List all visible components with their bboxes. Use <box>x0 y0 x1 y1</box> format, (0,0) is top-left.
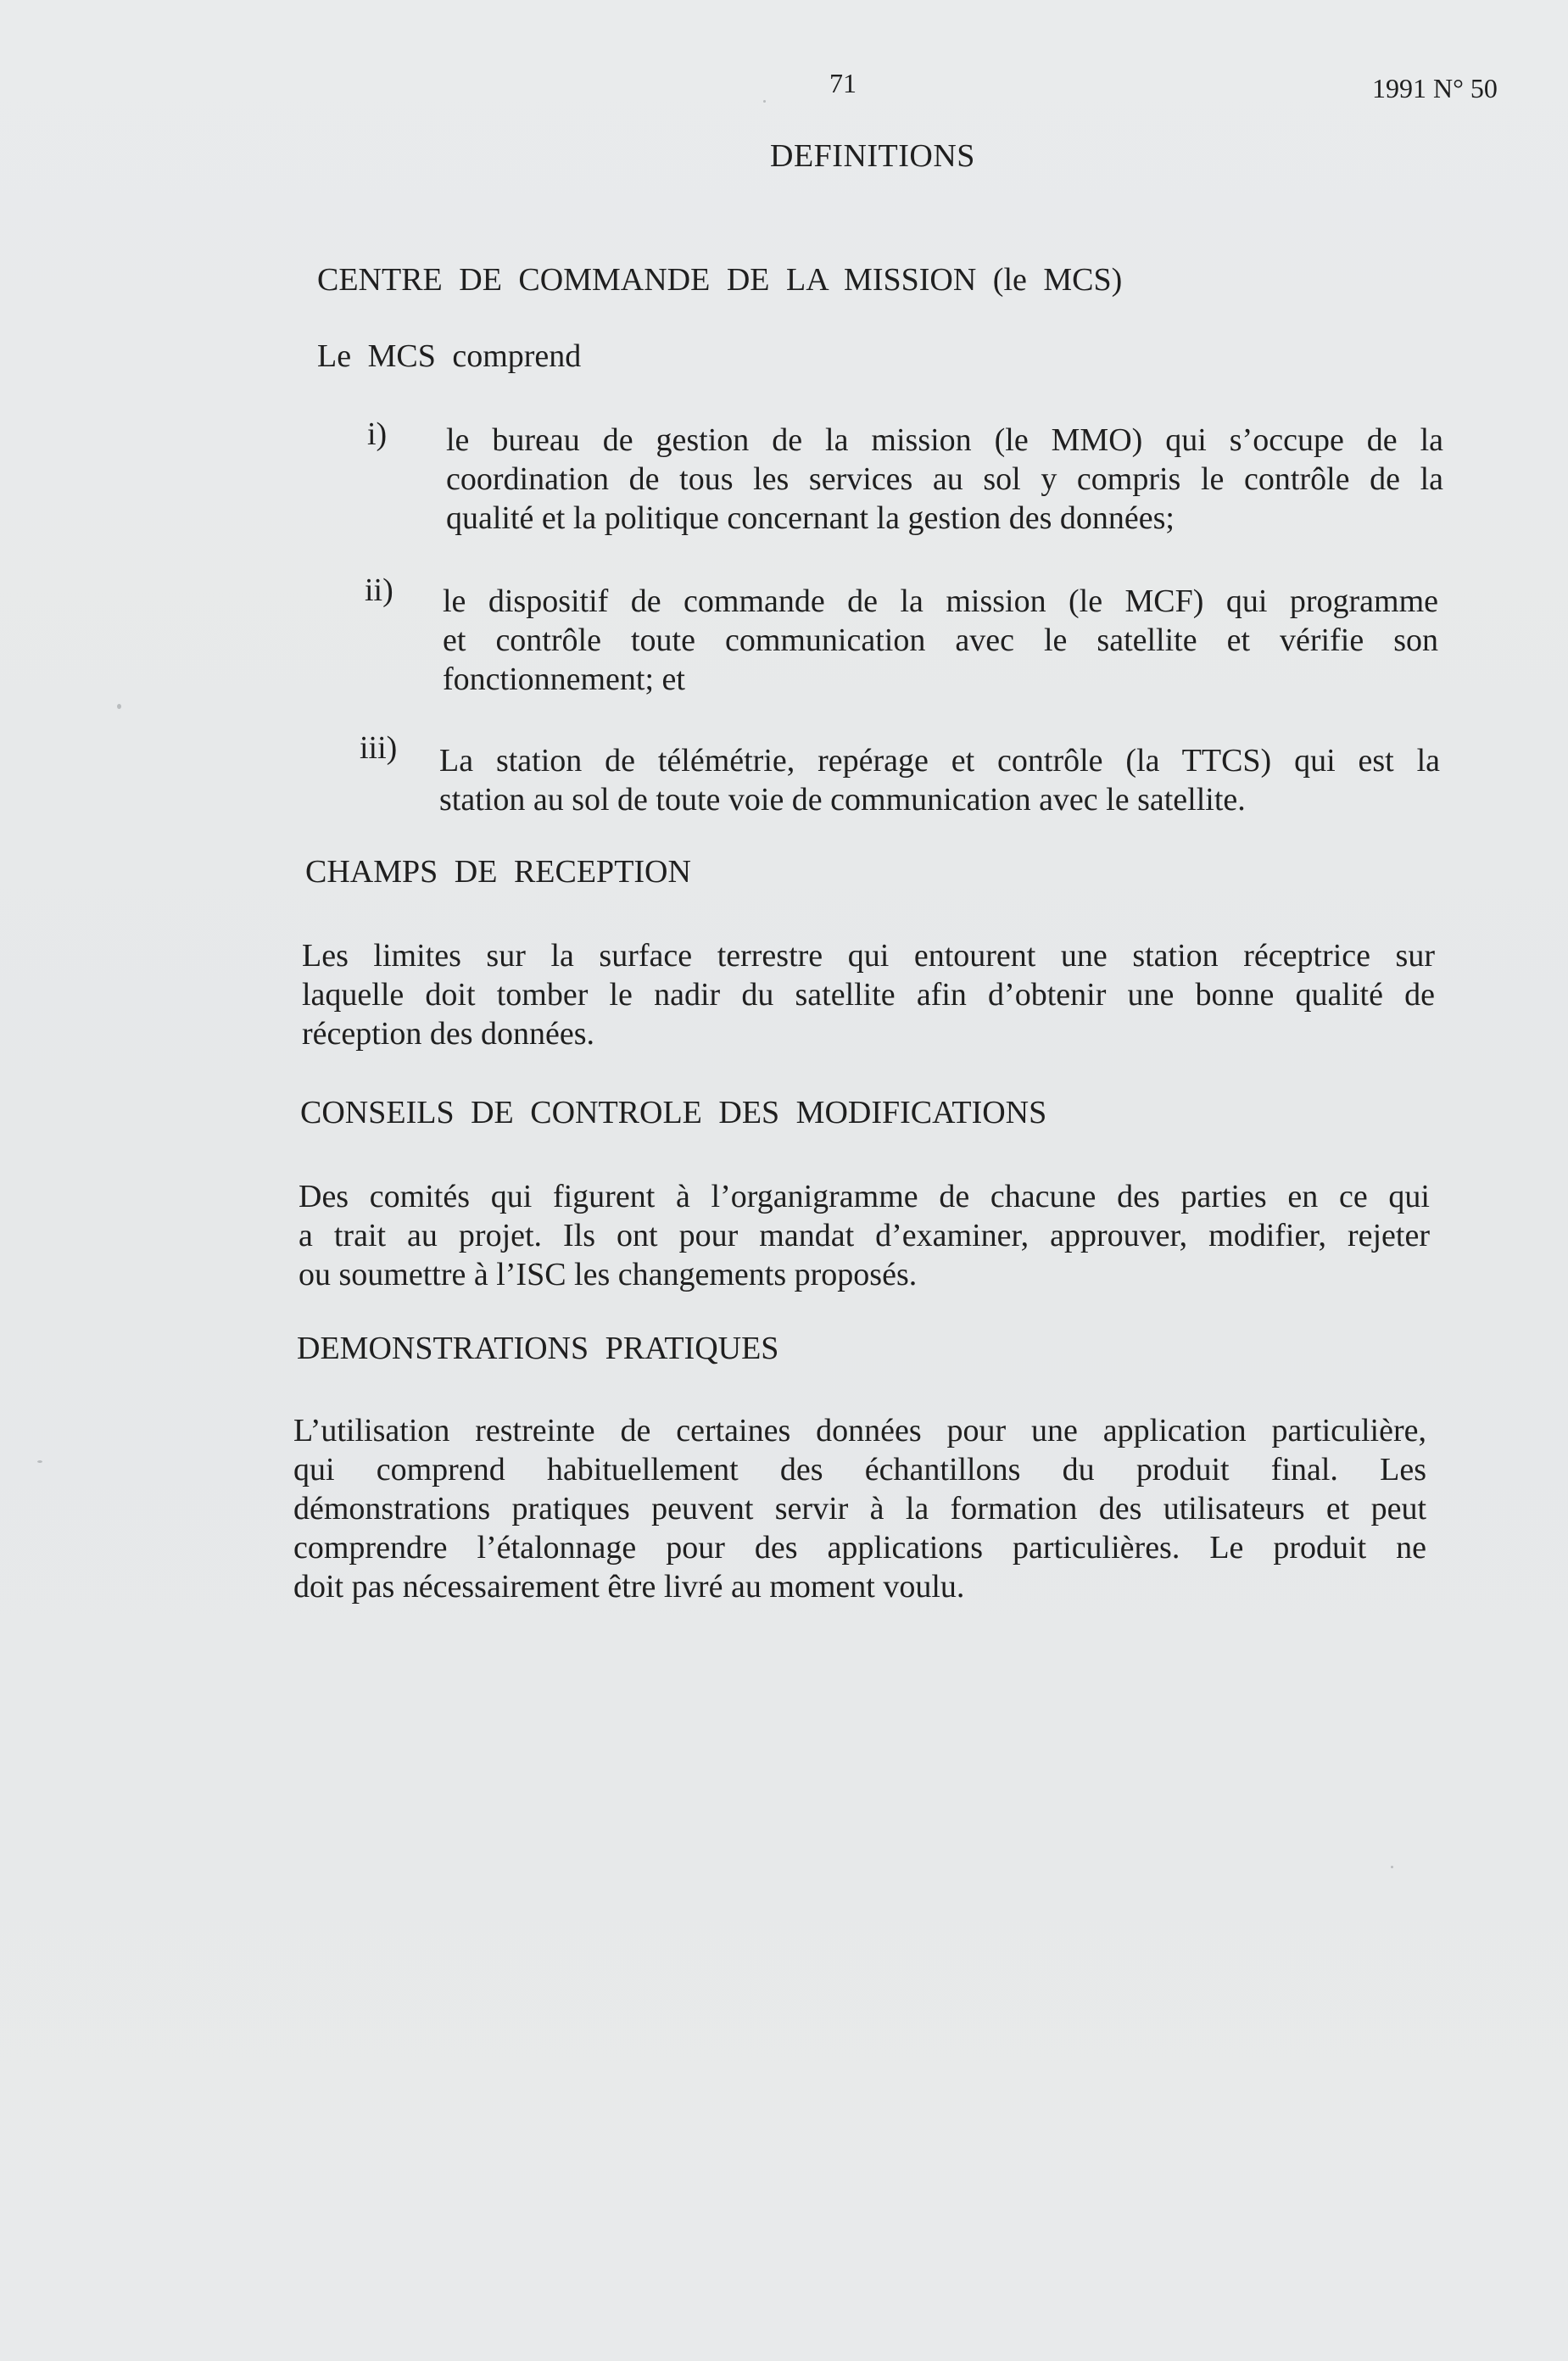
text-line: doit pas nécessairement être livré au moment voulu. <box>293 1569 965 1605</box>
text-line: et contrôle toute communication avec le satellite et vérifie son <box>443 622 1438 658</box>
list-item-label: iii) <box>360 730 398 766</box>
list-item-label: ii) <box>365 572 393 608</box>
text-line: Des comités qui figurent à l’organigramme de chacune des parties en ce qui <box>299 1179 1430 1214</box>
list-item-text <box>439 741 1440 819</box>
paper-speck <box>117 704 121 709</box>
text-line: ou soumettre à l’ISC les changements proposés. <box>299 1257 918 1292</box>
section-heading-champs: CHAMPS DE RECEPTION <box>305 854 691 890</box>
page-number: 71 <box>829 68 857 98</box>
text-line: démonstrations pratiques peuvent servir à la formation des utilisateurs et peut <box>293 1491 1426 1527</box>
text-line: Les limites sur la surface terrestre qui entourent une station réceptrice sur <box>302 938 1435 974</box>
text-line: fonctionnement; et <box>443 661 685 697</box>
text-line: le dispositif de commande de la mission (le MCF) qui programme <box>443 583 1438 619</box>
text-line: qualité et la politique concernant la gestion des données; <box>446 500 1175 536</box>
text-line: le bureau de gestion de la mission (le MMO) qui s’occupe de la <box>446 422 1443 458</box>
list-item-label: i) <box>367 416 388 452</box>
issue-number: 1991 N° 50 <box>1372 73 1498 103</box>
section-heading-demonstrations: DEMONSTRATIONS PRATIQUES <box>297 1331 779 1366</box>
section-heading-conseils: CONSEILS DE CONTROLE DES MODIFICATIONS <box>300 1095 1047 1130</box>
section-heading-mcs: CENTRE DE COMMANDE DE LA MISSION (le MCS) <box>317 262 1123 298</box>
definition-paragraph <box>302 936 1435 1053</box>
text-line: a trait au projet. Ils ont pour mandat d’examiner, approuver, modifier, rejeter <box>299 1218 1430 1253</box>
text-line: laquelle doit tomber le nadir du satellite afin d’obtenir une bonne qualité de <box>302 977 1435 1013</box>
paper-speck <box>1391 1866 1393 1868</box>
paper-speck <box>37 1460 42 1463</box>
section-intro-mcs: Le MCS comprend <box>317 338 582 374</box>
document-title: DEFINITIONS <box>770 138 975 174</box>
definition-paragraph <box>299 1177 1430 1294</box>
list-item-text <box>446 421 1443 538</box>
text-line: La station de télémétrie, repérage et contrôle (la TTCS) qui est la <box>439 743 1440 779</box>
list-item-text <box>443 582 1438 699</box>
definition-paragraph <box>293 1411 1426 1606</box>
text-line: réception des données. <box>302 1016 595 1052</box>
text-line: qui comprend habituellement des échantillons du produit final. Les <box>293 1452 1426 1487</box>
text-line: L’utilisation restreinte de certaines données pour une application particulière, <box>293 1413 1426 1448</box>
paper-speck <box>763 100 766 103</box>
text-line: station au sol de toute voie de communication avec le satellite. <box>439 782 1246 818</box>
text-line: coordination de tous les services au sol y compris le contrôle de la <box>446 461 1443 497</box>
text-line: comprendre l’étalonnage pour des applications particulières. Le produit ne <box>293 1530 1426 1566</box>
